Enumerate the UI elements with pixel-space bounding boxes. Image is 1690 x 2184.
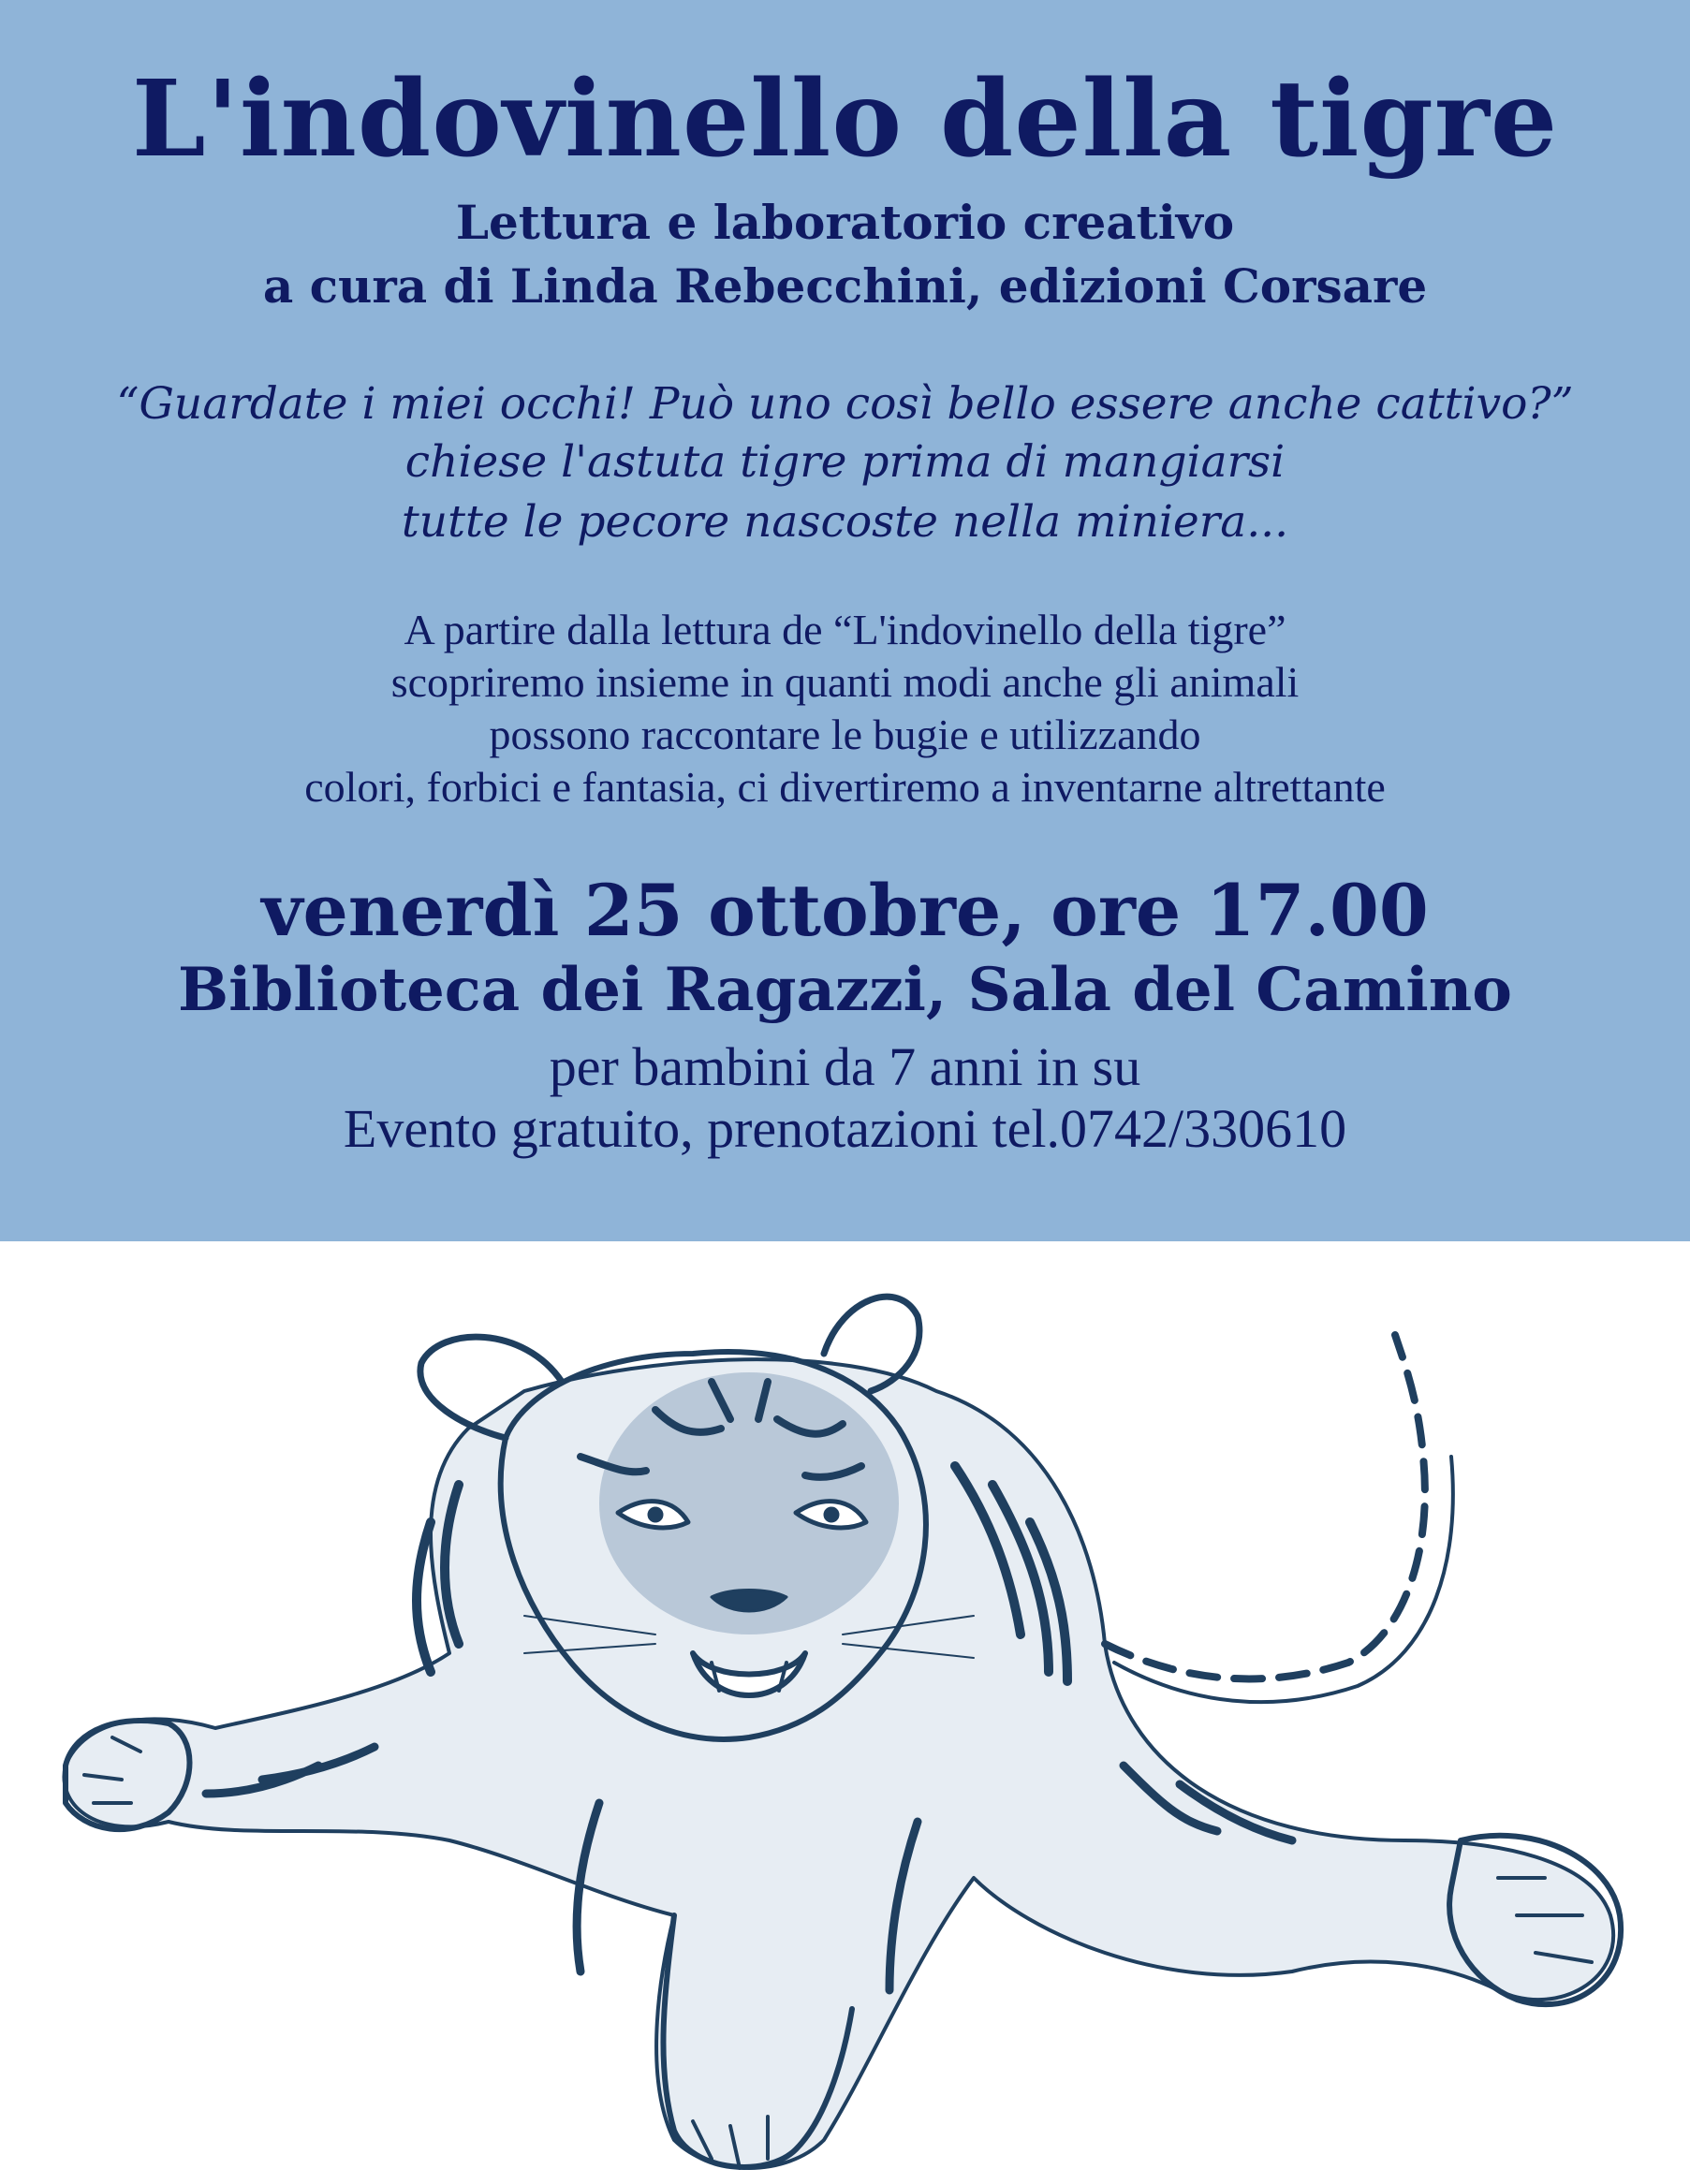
description-line1: A partire dalla lettura de “L'indovinello della tigre” bbox=[404, 606, 1286, 653]
tiger-drawing bbox=[0, 1241, 1690, 2184]
tiger-illustration bbox=[0, 1241, 1690, 2184]
event-date-time: venerdì 25 ottobre, ore 17.00 bbox=[261, 869, 1429, 952]
poster-subtitle-line2: a cura di Linda Rebecchini, edizioni Corsare bbox=[262, 258, 1428, 314]
poster-subtitle-line1: Lettura e laboratorio creativo bbox=[455, 195, 1235, 250]
quote-line2: chiese l'astuta tigre prima di mangiarsi bbox=[404, 436, 1286, 488]
quote-line1: “Guardate i miei occhi! Può uno così bello essere anche cattivo?” bbox=[116, 378, 1574, 430]
description-line2: scopriremo insieme in quanti modi anche gli animali bbox=[390, 658, 1300, 706]
description-line4: colori, forbici e fantasia, ci divertiremo a inventarne altrettante bbox=[304, 763, 1386, 811]
event-booking: Evento gratuito, prenotazioni tel.0742/330610 bbox=[343, 1098, 1347, 1159]
description-line3: possono raccontare le bugie e utilizzando bbox=[489, 711, 1201, 758]
poster-title: L'indovinello della tigre bbox=[131, 58, 1559, 181]
event-venue: Biblioteca dei Ragazzi, Sala del Camino bbox=[178, 955, 1512, 1025]
event-audience: per bambini da 7 anni in su bbox=[549, 1036, 1141, 1097]
quote-line3: tutte le pecore nascoste nella miniera... bbox=[401, 496, 1289, 548]
